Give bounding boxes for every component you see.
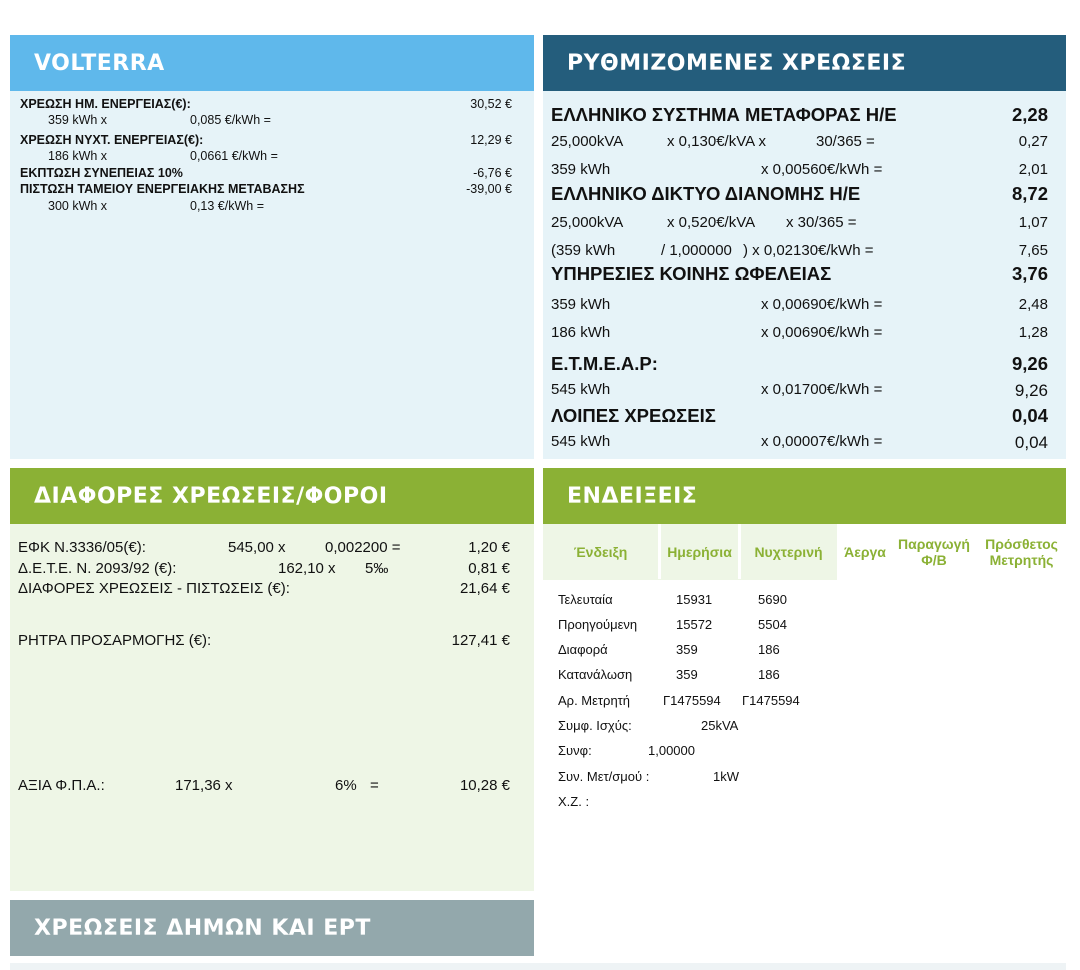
regulated-detail-amount: 2,48	[1018, 296, 1048, 313]
misc-panel	[10, 468, 534, 891]
readings-row-day: 15931	[676, 592, 713, 607]
regulated-section-title: ΛΟΙΠΕΣ ΧΡΕΩΣΕΙΣ	[551, 405, 716, 426]
readings-extra-label: Συν. Μετ/σμού :	[558, 769, 650, 784]
regulated-section-amount: 9,26	[1011, 353, 1048, 374]
readings-col-header: Ημερήσια	[667, 543, 732, 560]
misc-header	[10, 468, 534, 524]
readings-row-night: 186	[758, 667, 780, 682]
volterra-row-amount: -39,00 €	[466, 182, 512, 196]
regulated-panel	[543, 35, 1066, 459]
regulated-detail-c3: x 30/365 =	[786, 214, 857, 231]
fpa-amount: 10,28 €	[459, 777, 510, 794]
dete-qty: 162,10 x	[278, 560, 336, 577]
regulated-header	[543, 35, 1066, 91]
regulated-detail-c1: 186 kWh	[551, 324, 611, 341]
regulated-detail-amount: 1,07	[1018, 214, 1048, 231]
readings-panel	[543, 468, 1066, 891]
regulated-detail-c1: (359 kWh	[551, 242, 616, 259]
regulated-detail-c3: 30/365 =	[816, 133, 875, 150]
regulated-title: ΡΥΘΜΙΖΟΜΕΝΕΣ ΧΡΕΩΣΕΙΣ	[567, 50, 907, 76]
regulated-section-title: ΥΠΗΡΕΣΙΕΣ ΚΟΙΝΗΣ ΩΦΕΛΕΙΑΣ	[551, 263, 832, 284]
regulated-section-title: ΕΛΛΗΝΙΚΟ ΔΙΚΤΥΟ ΔΙΑΝΟΜΗΣ Η/Ε	[551, 183, 861, 204]
regulated-detail-amount: 0,27	[1018, 133, 1048, 150]
volterra-row-label: ΕΚΠΤΩΣΗ ΣΥΝΕΠΕΙΑΣ 10%	[20, 166, 183, 180]
volterra-row-qty: 359 kWh x	[48, 113, 108, 127]
efk-rate: 0,002200 =	[325, 539, 401, 556]
misc-title: ΔΙΑΦΟΡΕΣ ΧΡΕΩΣΕΙΣ/ΦΟΡΟΙ	[34, 483, 388, 509]
volterra-row-label: ΧΡΕΩΣΗ ΗΜ. ΕΝΕΡΓΕΙΑΣ(€):	[20, 97, 191, 111]
regulated-detail-c3: x 0,00690€/kWh =	[761, 296, 883, 313]
readings-row-night: 186	[758, 642, 780, 657]
volterra-panel	[10, 35, 534, 459]
volterra-title: VOLTERRA	[34, 50, 165, 76]
readings-row-label: Τελευταία	[558, 592, 613, 607]
regulated-section-amount: 8,72	[1011, 183, 1048, 204]
readings-row-night: Γ1475594	[742, 693, 800, 708]
volterra-row-amount: -6,76 €	[473, 166, 512, 180]
regulated-detail-amount: 0,04	[1014, 433, 1048, 452]
regulated-detail-c1: 359 kWh	[551, 161, 611, 178]
readings-col-band-light	[543, 579, 837, 580]
bottom-strip	[10, 963, 1066, 970]
readings-title: ΕΝΔΕΙΞΕΙΣ	[567, 483, 698, 509]
diafores-amount: 21,64 €	[459, 580, 510, 597]
readings-extra-label: Συνφ:	[558, 743, 592, 758]
regulated-detail-amount: 9,26	[1014, 381, 1048, 400]
regulated-detail-c1: 545 kWh	[551, 433, 611, 450]
readings-row-day: Γ1475594	[663, 693, 721, 708]
volterra-row-rate: 0,0661 €/kWh =	[190, 149, 278, 163]
regulated-section-amount: 2,28	[1011, 104, 1048, 125]
readings-col-header: Παραγωγή Φ/Β	[898, 535, 970, 568]
readings-row-night: 5504	[758, 617, 787, 632]
readings-col-header: Νυχτερινή	[754, 543, 823, 560]
readings-row-label: Κατανάλωση	[558, 667, 633, 682]
regulated-section-amount: 0,04	[1011, 405, 1048, 426]
regulated-detail-c1: 25,000kVA	[551, 214, 624, 231]
municipal-header	[10, 900, 534, 956]
readings-row-day: 15572	[676, 617, 713, 632]
dete-amount: 0,81 €	[468, 560, 510, 577]
readings-row-label: Αρ. Μετρητή	[558, 693, 631, 708]
diafores-label: ΔΙΑΦΟΡΕΣ ΧΡΕΩΣΕΙΣ - ΠΙΣΤΩΣΕΙΣ (€):	[18, 580, 290, 597]
fpa-label: ΑΞΙΑ Φ.Π.Α.:	[18, 777, 105, 794]
dete-rate: 5‰	[365, 560, 389, 577]
fpa-rate: 6%	[335, 777, 357, 794]
readings-col-header: Άεργα	[844, 543, 886, 560]
regulated-detail-c2: / 1,000000	[661, 242, 732, 259]
readings-row-label: Προηγούμενη	[558, 617, 638, 632]
readings-row-label: Διαφορά	[558, 642, 608, 657]
regulated-detail-amount: 1,28	[1018, 324, 1048, 341]
regulated-detail-amount: 2,01	[1018, 161, 1048, 178]
regulated-detail-c1: 359 kWh	[551, 296, 611, 313]
ritra-label: ΡΗΤΡΑ ΠΡΟΣΑΡΜΟΓΗΣ (€):	[18, 632, 212, 649]
efk-label: ΕΦΚ Ν.3336/05(€):	[18, 539, 146, 556]
readings-col-header: Ένδειξη	[573, 543, 628, 560]
municipal-panel	[10, 900, 534, 956]
readings-extra-value: 25kVA	[701, 718, 739, 733]
efk-amount: 1,20 €	[468, 539, 510, 556]
readings-extra-label: Συμφ. Ισχύς:	[558, 718, 632, 733]
readings-extra-label: Χ.Ζ. :	[558, 794, 590, 809]
volterra-row-label: ΧΡΕΩΣΗ ΝΥΧΤ. ΕΝΕΡΓΕΙΑΣ(€):	[20, 133, 204, 147]
volterra-row-amount: 30,52 €	[470, 97, 512, 111]
readings-extra-value: 1kW	[713, 769, 739, 784]
regulated-section-title: Ε.Τ.Μ.Ε.Α.Ρ:	[551, 353, 658, 374]
regulated-detail-c3: x 0,00560€/kWh =	[761, 161, 883, 178]
readings-extra-value: 1,00000	[648, 743, 695, 758]
readings-row-day: 359	[676, 642, 698, 657]
regulated-detail-amount: 7,65	[1018, 242, 1048, 259]
volterra-row-amount: 12,29 €	[470, 133, 512, 147]
efk-qty: 545,00 x	[228, 539, 286, 556]
readings-header	[543, 468, 1066, 524]
regulated-section-amount: 3,76	[1011, 263, 1048, 284]
readings-row-night: 5690	[758, 592, 787, 607]
volterra-row-rate: 0,085 €/kWh =	[190, 113, 271, 127]
municipal-title: ΧΡΕΩΣΕΙΣ ΔΗΜΩΝ ΚΑΙ ΕΡΤ	[34, 915, 371, 941]
readings-row-day: 359	[676, 667, 698, 682]
regulated-detail-c1: 25,000kVA	[551, 133, 624, 150]
regulated-detail-c2: x 0,520€/kVA	[667, 214, 756, 231]
volterra-row-qty: 186 kWh x	[48, 149, 108, 163]
regulated-detail-c3: ) x 0,02130€/kWh =	[743, 242, 874, 259]
volterra-row-qty: 300 kWh x	[48, 199, 108, 213]
regulated-detail-c1: 545 kWh	[551, 381, 611, 398]
regulated-detail-c3: x 0,00007€/kWh =	[761, 433, 883, 450]
volterra-row-label: ΠΙΣΤΩΣΗ ΤΑΜΕΙΟΥ ΕΝΕΡΓΕΙΑΚΗΣ ΜΕΤΑΒΑΣΗΣ	[20, 182, 305, 196]
fpa-eq: =	[370, 777, 379, 794]
regulated-section-title: ΕΛΛΗΝΙΚΟ ΣΥΣΤΗΜΑ ΜΕΤΑΦΟΡΑΣ Η/Ε	[551, 104, 897, 125]
regulated-detail-c2: x 0,130€/kVA x	[667, 133, 766, 150]
regulated-detail-c3: x 0,00690€/kWh =	[761, 324, 883, 341]
volterra-row-rate: 0,13 €/kWh =	[190, 199, 264, 213]
volterra-header	[10, 35, 534, 91]
fpa-base: 171,36 x	[175, 777, 233, 794]
dete-label: Δ.Ε.Τ.Ε. Ν. 2093/92 (€):	[18, 560, 177, 577]
ritra-amount: 127,41 €	[451, 632, 510, 649]
regulated-detail-c3: x 0,01700€/kWh =	[761, 381, 883, 398]
readings-col-header: Πρόσθετος Μετρητής	[985, 535, 1058, 568]
